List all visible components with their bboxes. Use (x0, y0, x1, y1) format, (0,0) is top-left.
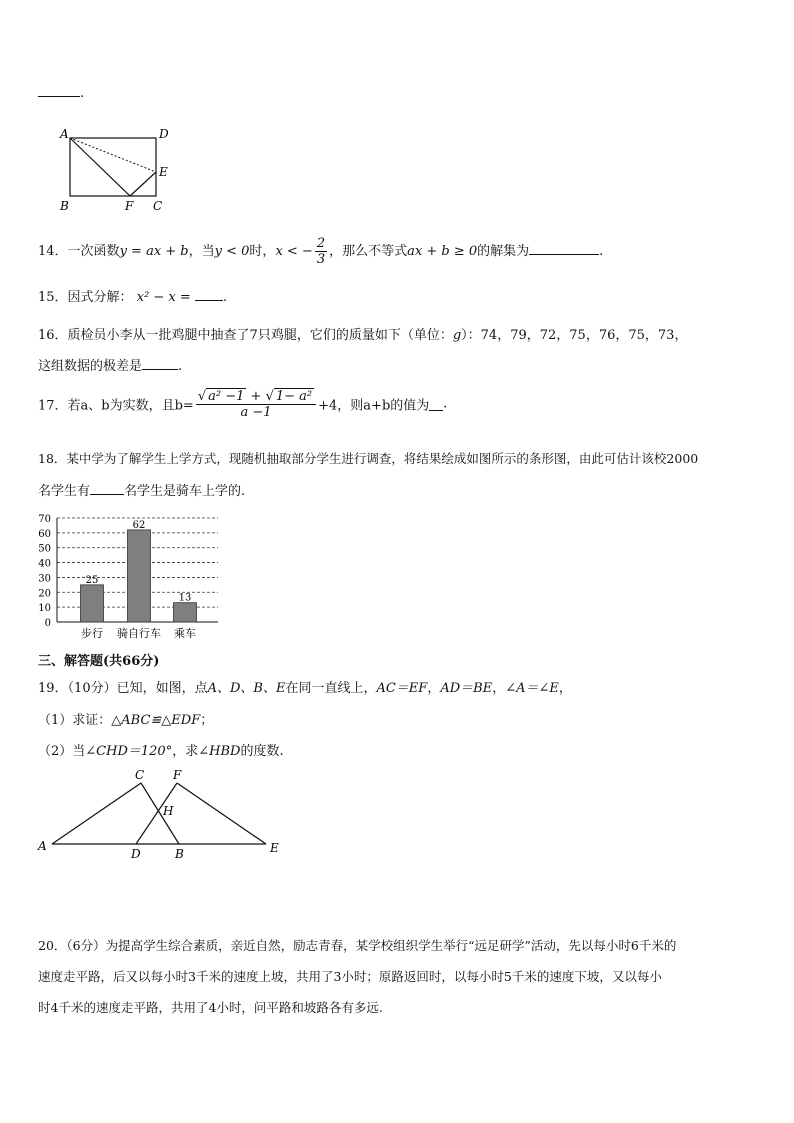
q20-text3: 时4千米的速度走平路，共用了4小时，问平路和坡路各有多远. (38, 1000, 383, 1015)
q15-answer-blank (195, 288, 223, 301)
label-f: F (173, 768, 182, 782)
q14-text5: 的解集为 (477, 244, 530, 259)
bar-chart (30, 508, 230, 644)
q14-answer-blank (529, 242, 599, 255)
q14-frac-num: 2 (316, 236, 326, 251)
q19-part1-congruence: △ABC≌△EDF (111, 713, 201, 728)
category-label-乘车: 乘车 (174, 627, 196, 640)
q17-text2: +4，则a+b的值为 (318, 398, 430, 414)
q14-inequality: ax + b ≥ 0 (407, 244, 478, 259)
section-3-title-text: 三、解答题(共66分) (38, 654, 160, 669)
q16-unit: g (452, 328, 462, 343)
q14-x-less: x < − (275, 244, 313, 259)
y-tick-label-40: 40 (38, 558, 51, 570)
question-14 (38, 236, 603, 267)
q19-eq2: AD＝BE (440, 681, 493, 696)
q16-answer-blank (142, 357, 178, 370)
q19-text: 19．（10分）已知，如图，点 (38, 681, 208, 696)
q19-points: A、D、B、E (207, 681, 286, 696)
question-20-line2 (38, 967, 662, 985)
y-tick-label-30: 30 (38, 573, 51, 585)
q15-number: 15． (38, 290, 68, 305)
q15-text: 因式分解： (67, 290, 133, 305)
q14-condition: y < 0 (214, 244, 250, 259)
question-19-part2 (38, 740, 284, 759)
q17-denominator: a −1 (240, 405, 272, 420)
label-c: C (135, 768, 145, 782)
q17-plus: + (246, 389, 266, 404)
q19-eq1: AC＝EF (376, 681, 428, 696)
segment-fe (130, 172, 156, 196)
q15-expression: x² − x = (136, 290, 191, 305)
q19-part2-label: （2）当 (38, 744, 86, 759)
q19-part1-end: ； (200, 713, 214, 728)
period: . (80, 86, 85, 101)
data-label-乘车: 13 (178, 592, 192, 604)
label-e: E (270, 841, 279, 855)
label-d: D (159, 127, 169, 141)
q20-text1: 20．（6分）为提高学生综合素质，亲近自然，励志青春，某学校组织学生举行“远足研学”活动，先以每小时6千米的 (38, 938, 677, 953)
bar-骑自行车 (128, 530, 151, 622)
label-b: B (60, 199, 69, 213)
q17-text: 17．若a、b为实数，且b= (38, 398, 194, 414)
q17-radical2: 1− a² (275, 389, 313, 404)
q18-text3: 名学生是骑车上学的. (124, 484, 246, 499)
bar-乘车 (174, 603, 197, 622)
q19-text2: 在同一直线上， (285, 681, 377, 696)
q14-text4: ，那么不等式 (329, 244, 408, 259)
question-17 (38, 388, 447, 420)
rectangle-figure (52, 124, 182, 214)
label-e: E (159, 165, 168, 179)
q19-part2-end: 的度数. (240, 744, 284, 759)
question-19-line1 (38, 677, 572, 696)
q16-end: . (178, 359, 183, 374)
q18-answer-blank (90, 482, 124, 495)
segment-ac (52, 783, 141, 844)
bar-步行 (81, 585, 104, 622)
q19-eq3: ∠A＝∠E (505, 681, 559, 696)
q16-text2: 这组数据的极差是 (38, 359, 143, 374)
y-tick-label-0: 0 (44, 618, 51, 629)
q15-end: . (222, 290, 228, 305)
q18-text: 18．某中学为了解学生上学方式，现随机抽取部分学生进行调查，将结果绘成如图所示的条形图，由此可估计该校2000 (38, 451, 699, 466)
q18-text2: 名学生有 (38, 484, 91, 499)
q20-text2: 速度走平路，后又以每小时3千米的速度上坡，共用了3小时；原路返回时，以每小时5千米的速度下坡，又以每小 (38, 969, 662, 984)
question-20-line1 (38, 936, 676, 954)
data-label-步行: 25 (85, 574, 99, 586)
question-20-line3 (38, 998, 383, 1016)
q17-end: . (443, 396, 448, 412)
q14-frac-den: 3 (316, 252, 326, 267)
segment-af (70, 138, 130, 196)
question-18-line1 (38, 449, 698, 467)
rectangle-abcd (70, 138, 156, 196)
label-f: F (125, 199, 134, 213)
y-tick-label-20: 20 (38, 588, 51, 600)
q17-numerator: √ a² −1 + √ 1− a² (196, 388, 316, 405)
segment-ae (70, 138, 156, 172)
q14-number: 14． (38, 244, 68, 259)
q19-part1-label: （1）求证： (38, 713, 112, 728)
data-label-骑自行车: 62 (132, 519, 146, 531)
q14-text: 一次函数 (67, 244, 120, 259)
y-tick-label-10: 10 (38, 603, 51, 615)
q14-text2: ，当 (188, 244, 215, 259)
question-15 (38, 286, 227, 305)
q16-values: ）：74，79，72，75，76，75，73， (461, 328, 688, 343)
answer-blank-13 (38, 84, 84, 101)
q16-text: 16．质检员小李从一批鸡腿中抽查了7只鸡腿，它们的质量如下（单位： (38, 328, 453, 343)
label-a: A (38, 839, 47, 853)
category-label-步行: 步行 (81, 627, 103, 640)
q14-text3: 时， (249, 244, 276, 259)
category-label-骑自行车: 骑自行车 (117, 627, 161, 640)
q17-answer-blank (429, 398, 443, 411)
q14-equation: y = ax + b (119, 244, 189, 259)
question-18-line2 (38, 480, 245, 499)
q19-part2-angle2: ∠HBD (198, 744, 241, 759)
y-tick-label-60: 60 (38, 528, 51, 540)
question-19-part1 (38, 709, 213, 728)
y-tick-label-70: 70 (38, 514, 51, 525)
q14-fraction (315, 236, 327, 267)
label-a: A (60, 127, 69, 141)
label-h: H (163, 804, 174, 818)
segment-fe (177, 783, 266, 844)
q19-end1: ， (558, 681, 572, 696)
triangles-figure (34, 764, 294, 864)
question-16-line2 (38, 355, 182, 374)
label-c: C (153, 199, 163, 213)
q19-sep1: ， (427, 681, 441, 696)
q19-sep2: ， (492, 681, 506, 696)
q19-part2-text: ，求 (172, 744, 199, 759)
q14-end: . (599, 244, 604, 259)
q17-radical1: a² −1 (208, 389, 245, 404)
q19-part2-angle: ∠CHD＝120° (85, 744, 173, 759)
label-d: D (131, 847, 141, 861)
label-b: B (175, 847, 184, 861)
question-16-line1 (38, 324, 687, 343)
y-tick-label-50: 50 (38, 543, 51, 555)
section-3-title (38, 650, 159, 669)
q17-fraction (196, 388, 316, 420)
